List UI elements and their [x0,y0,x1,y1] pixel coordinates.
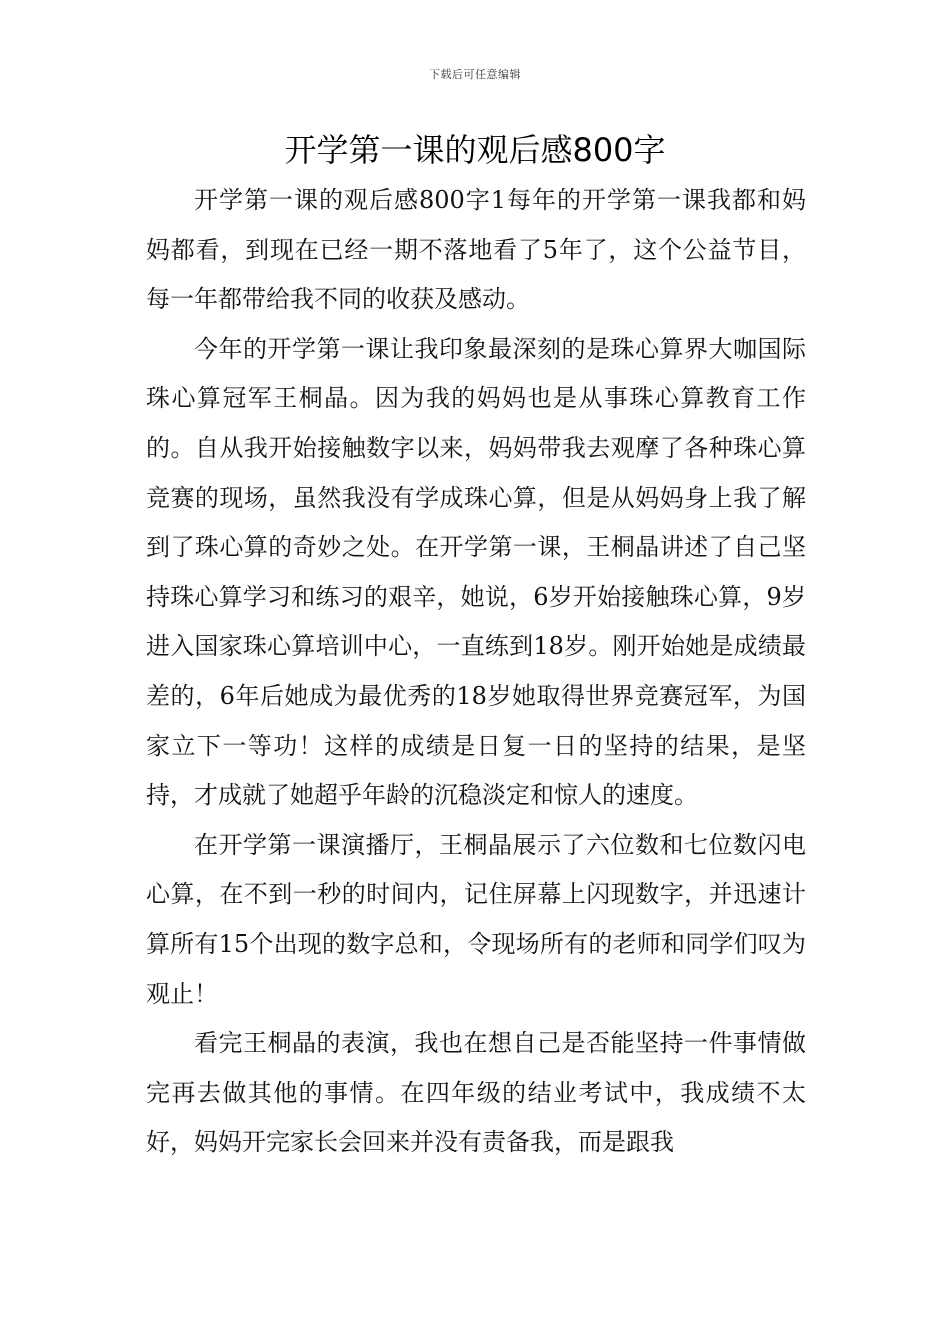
paragraph-4: 看完王桐晶的表演，我也在想自己是否能坚持一件事情做完再去做其他的事情。在四年级的结业考试中，我成绩不太好，妈妈开完家长会回来并没有责备我，而是跟我 [146,1029,806,1157]
page-title: 开学第一课的观后感800字 [284,131,666,169]
paragraph-2: 今年的开学第一课让我印象最深刻的是珠心算界大咖国际珠心算冠军王桐晶。因为我的妈妈也是从事珠心算教育工作的。自从我开始接触数字以来，妈妈带我去观摩了各种珠心算竞赛的现场，虽然我没有学成珠心算，但是从妈妈身上我了解到了珠心算的奇妙之处。在开学第一课，王桐晶讲述了自己坚持珠心算学习和练习的艰辛，她说，6岁开始接触珠心算，9岁进入国家珠心算培训中心，一直练到18岁。刚开始她是成绩最差的，6年后她成为最优秀的18岁她取得世界竞赛冠军，为国家立下一等功！这样的成绩是日复一日的坚持的结果，是坚持，才成就了她超乎年龄的沉稳淡定和惊人的速度。 [146,334,806,810]
header-note: 下载后可任意编辑 [429,68,521,81]
paragraph-3: 在开学第一课演播厅，王桐晶展示了六位数和七位数闪电心算，在不到一秒的时间内，记住屏幕上闪现数字，并迅速计算所有15个出现的数字总和，令现场所有的老师和同学们叹为观止！ [146,830,806,1008]
body-text [146,176,806,1168]
paragraph-1: 开学第一课的观后感800字1每年的开学第一课我都和妈妈都看，到现在已经一期不落地看了5年了，这个公益节目，每一年都带给我不同的收获及感动。 [146,186,806,314]
